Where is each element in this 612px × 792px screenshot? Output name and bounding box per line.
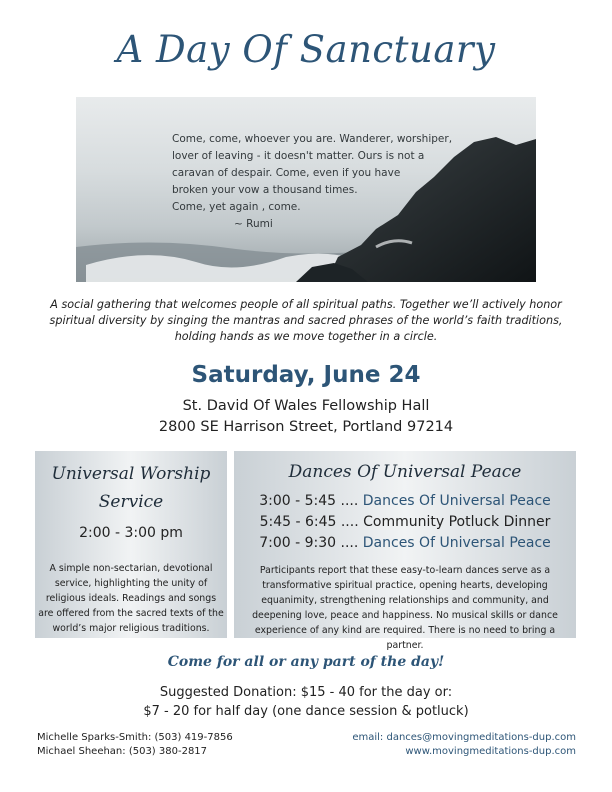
dances-title: Dances Of Universal Peace (288, 462, 522, 482)
quote-line: lover of leaving - it doesn't matter. Ours is not a (172, 150, 425, 162)
schedule-row (234, 512, 576, 533)
worship-title: Universal Worship Service (51, 464, 211, 512)
dances-description: Participants report that these easy-to-learn dances serve as a transformative spiritual practice, opening hearts, developing equanimity, strengthening relationships and community, and deepening love, peace and happiness. No musical skills or dance experience of any kind are required. There is no need to bring a partner. (252, 565, 558, 651)
schedule-activity: Dances Of Universal Peace (362, 535, 551, 551)
schedule-activity: Dances Of Universal Peace (362, 493, 551, 509)
rumi-quote (172, 131, 462, 233)
hero-image (76, 97, 536, 282)
schedule-time: 5:45 - 6:45 .... (259, 514, 359, 530)
quote-line: broken your vow a thousand times. (172, 184, 358, 196)
contact-links (352, 731, 576, 759)
dances-panel (234, 451, 576, 651)
quote-line: Come, come, whoever you are. Wanderer, worshiper, (172, 133, 453, 145)
schedule-activity: Community Potluck Dinner (363, 514, 551, 530)
quote-line: Come, yet again , come. (172, 201, 301, 213)
donation-line: Suggested Donation: $15 - 40 for the day or: (159, 685, 453, 700)
event-venue-block (0, 396, 612, 438)
worship-panel (35, 451, 227, 638)
worship-time: 2:00 - 3:00 pm (79, 525, 183, 541)
venue-address: 2800 SE Harrison Street, Portland 97214 (158, 419, 454, 435)
schedule-time: 7:00 - 9:30 .... (259, 535, 359, 551)
quote-line: caravan of despair. Come, even if you have (172, 167, 401, 179)
schedule-time: 3:00 - 5:45 .... (259, 493, 359, 509)
schedule-row (234, 533, 576, 554)
venue-name: St. David Of Wales Fellowship Hall (182, 398, 430, 414)
quote-author: ~ Rumi (234, 218, 273, 230)
schedule-row (234, 491, 576, 512)
email-link[interactable]: email: dances@movingmeditations-dup.com (352, 732, 576, 743)
event-date: Saturday, June 24 (191, 362, 421, 388)
page-title: A Day Of Sanctuary (116, 28, 496, 71)
contact-item: Michael Sheehan: (503) 380-2817 (37, 746, 208, 757)
worship-description: A simple non-sectarian, devotional service, highlighting the unity of religious ideals. Readings and songs are offered from the sacred texts of the world’s major religious traditions. (38, 563, 224, 634)
contact-list (37, 731, 233, 759)
intro-paragraph: A social gathering that welcomes people of all spiritual paths. Together we’ll actively honor spiritual diversity by singing the mantras and sacred phrases of the world’s faith traditions, holding hands as we move together in a circle. (49, 298, 563, 343)
website-link[interactable]: www.movingmeditations-dup.com (405, 746, 576, 757)
call-to-action: Come for all or any part of the day! (167, 654, 445, 670)
dance-schedule (234, 491, 576, 554)
contact-item: Michelle Sparks-Smith: (503) 419-7856 (37, 732, 233, 743)
donation-info (0, 683, 612, 721)
donation-line: $7 - 20 for half day (one dance session & potluck) (143, 704, 469, 719)
